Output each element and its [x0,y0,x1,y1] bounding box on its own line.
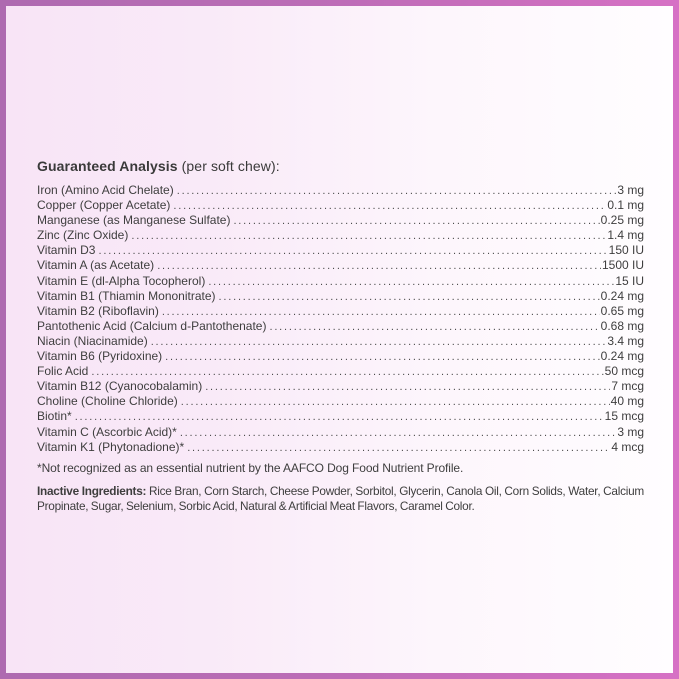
nutrient-name: Folic Acid [37,364,89,379]
nutrient-value: 150 IU [608,243,644,258]
label-content [6,6,673,515]
nutrient-value: 3 mg [617,183,644,197]
dotted-leader [181,394,610,408]
nutrient-value: 50 mcg [604,364,644,379]
nutrient-name: Vitamin B2 (Riboflavin) [37,303,159,318]
nutrient-row [37,258,644,273]
nutrient-row [37,334,644,349]
dotted-leader [173,198,606,212]
nutrient-name: Copper (Copper Acetate) [37,198,171,213]
nutrient-name: Zinc (Zinc Oxide) [37,228,129,243]
nutrient-row [37,243,644,258]
nutrient-value: 15 mcg [604,409,644,424]
supplement-label-panel [6,6,673,673]
nutrient-value: 0.24 mg [600,349,644,364]
nutrient-row [37,198,644,213]
nutrient-row [37,349,644,364]
guaranteed-analysis-table [37,183,644,455]
nutrient-name: Manganese (as Manganese Sulfate) [37,213,231,228]
nutrient-value: 0.25 mg [600,213,644,228]
dotted-leader [205,379,610,393]
nutrient-row [37,440,644,455]
dotted-leader [219,289,600,303]
nutrient-name: Vitamin D3 [37,243,96,258]
nutrient-name: Iron (Amino Acid Chelate) [37,183,174,197]
dotted-leader [165,349,599,363]
nutrient-value: 7 mcg [611,379,644,394]
inactive-ingredients-paragraph [37,484,644,515]
dotted-leader [269,319,599,333]
nutrient-row [37,213,644,228]
nutrient-row [37,228,644,243]
nutrient-name: Choline (Choline Chloride) [37,394,178,409]
nutrient-row [37,364,644,379]
nutrient-value: 15 IU [615,273,644,288]
dotted-leader [180,425,616,439]
nutrient-name: Vitamin B12 (Cyanocobalamin) [37,379,203,394]
nutrient-name: Pantothenic Acid (Calcium d-Pantothenate) [37,318,267,333]
nutrient-name: Biotin* [37,409,72,424]
dotted-leader [177,183,617,197]
dotted-leader [75,409,604,423]
nutrient-row [37,425,644,440]
inactive-ingredients-label: Inactive Ingredients: [37,483,147,498]
nutrient-value: 0.68 mg [600,318,644,333]
nutrient-row [37,304,644,319]
nutrient-row [37,409,644,424]
nutrient-value: 3 mg [617,424,644,439]
nutrient-value: 0.24 mg [600,288,644,303]
dotted-leader [233,213,599,227]
nutrient-name: Vitamin K1 (Phytonadione)* [37,439,185,454]
dotted-leader [131,228,606,242]
guaranteed-analysis-heading [37,158,644,175]
nutrient-value: 0.65 mg [600,303,644,318]
nutrient-value: 1500 IU [601,258,644,273]
nutrient-name: Vitamin C (Ascorbic Acid)* [37,424,177,439]
heading-title: Guaranteed Analysis [37,158,178,174]
nutrient-name: Vitamin A (as Acetate) [37,258,155,273]
dotted-leader [162,304,600,318]
dotted-leader [157,258,601,272]
nutrient-value: 1.4 mg [607,228,644,243]
nutrient-name: Vitamin B1 (Thiamin Mononitrate) [37,288,216,303]
nutrient-row [37,319,644,334]
nutrient-row [37,379,644,394]
dotted-leader [91,364,603,378]
dotted-leader [151,334,607,348]
dotted-leader [187,440,610,454]
nutrient-name: Vitamin E (dl-Alpha Tocopherol) [37,273,206,288]
nutrient-row [37,289,644,304]
nutrient-value: 3.4 mg [607,333,644,348]
dotted-leader [208,274,614,288]
nutrient-name: Niacin (Niacinamide) [37,333,148,348]
inactive-ingredients-text: Rice Bran, Corn Starch, Cheese Powder, Sorbitol, Glycerin, Canola Oil, Corn Solids, Water, Calcium Propinate, Sugar, Selenium, Sorbic Acid, Natural & Artificial Meat Flavors, Caramel Color. [37,483,644,514]
nutrient-row [37,394,644,409]
aafco-footnote: *Not recognized as an essential nutrient by the AAFCO Dog Food Nutrient Profile. [37,460,464,475]
dotted-leader [98,243,607,257]
heading-suffix: (per soft chew): [181,158,280,174]
nutrient-name: Vitamin B6 (Pyridoxine) [37,349,163,364]
nutrient-row [37,183,644,198]
nutrient-row [37,274,644,289]
nutrient-value: 4 mcg [611,439,644,454]
nutrient-value: 40 mg [610,394,644,409]
nutrient-value: 0.1 mg [607,198,644,213]
